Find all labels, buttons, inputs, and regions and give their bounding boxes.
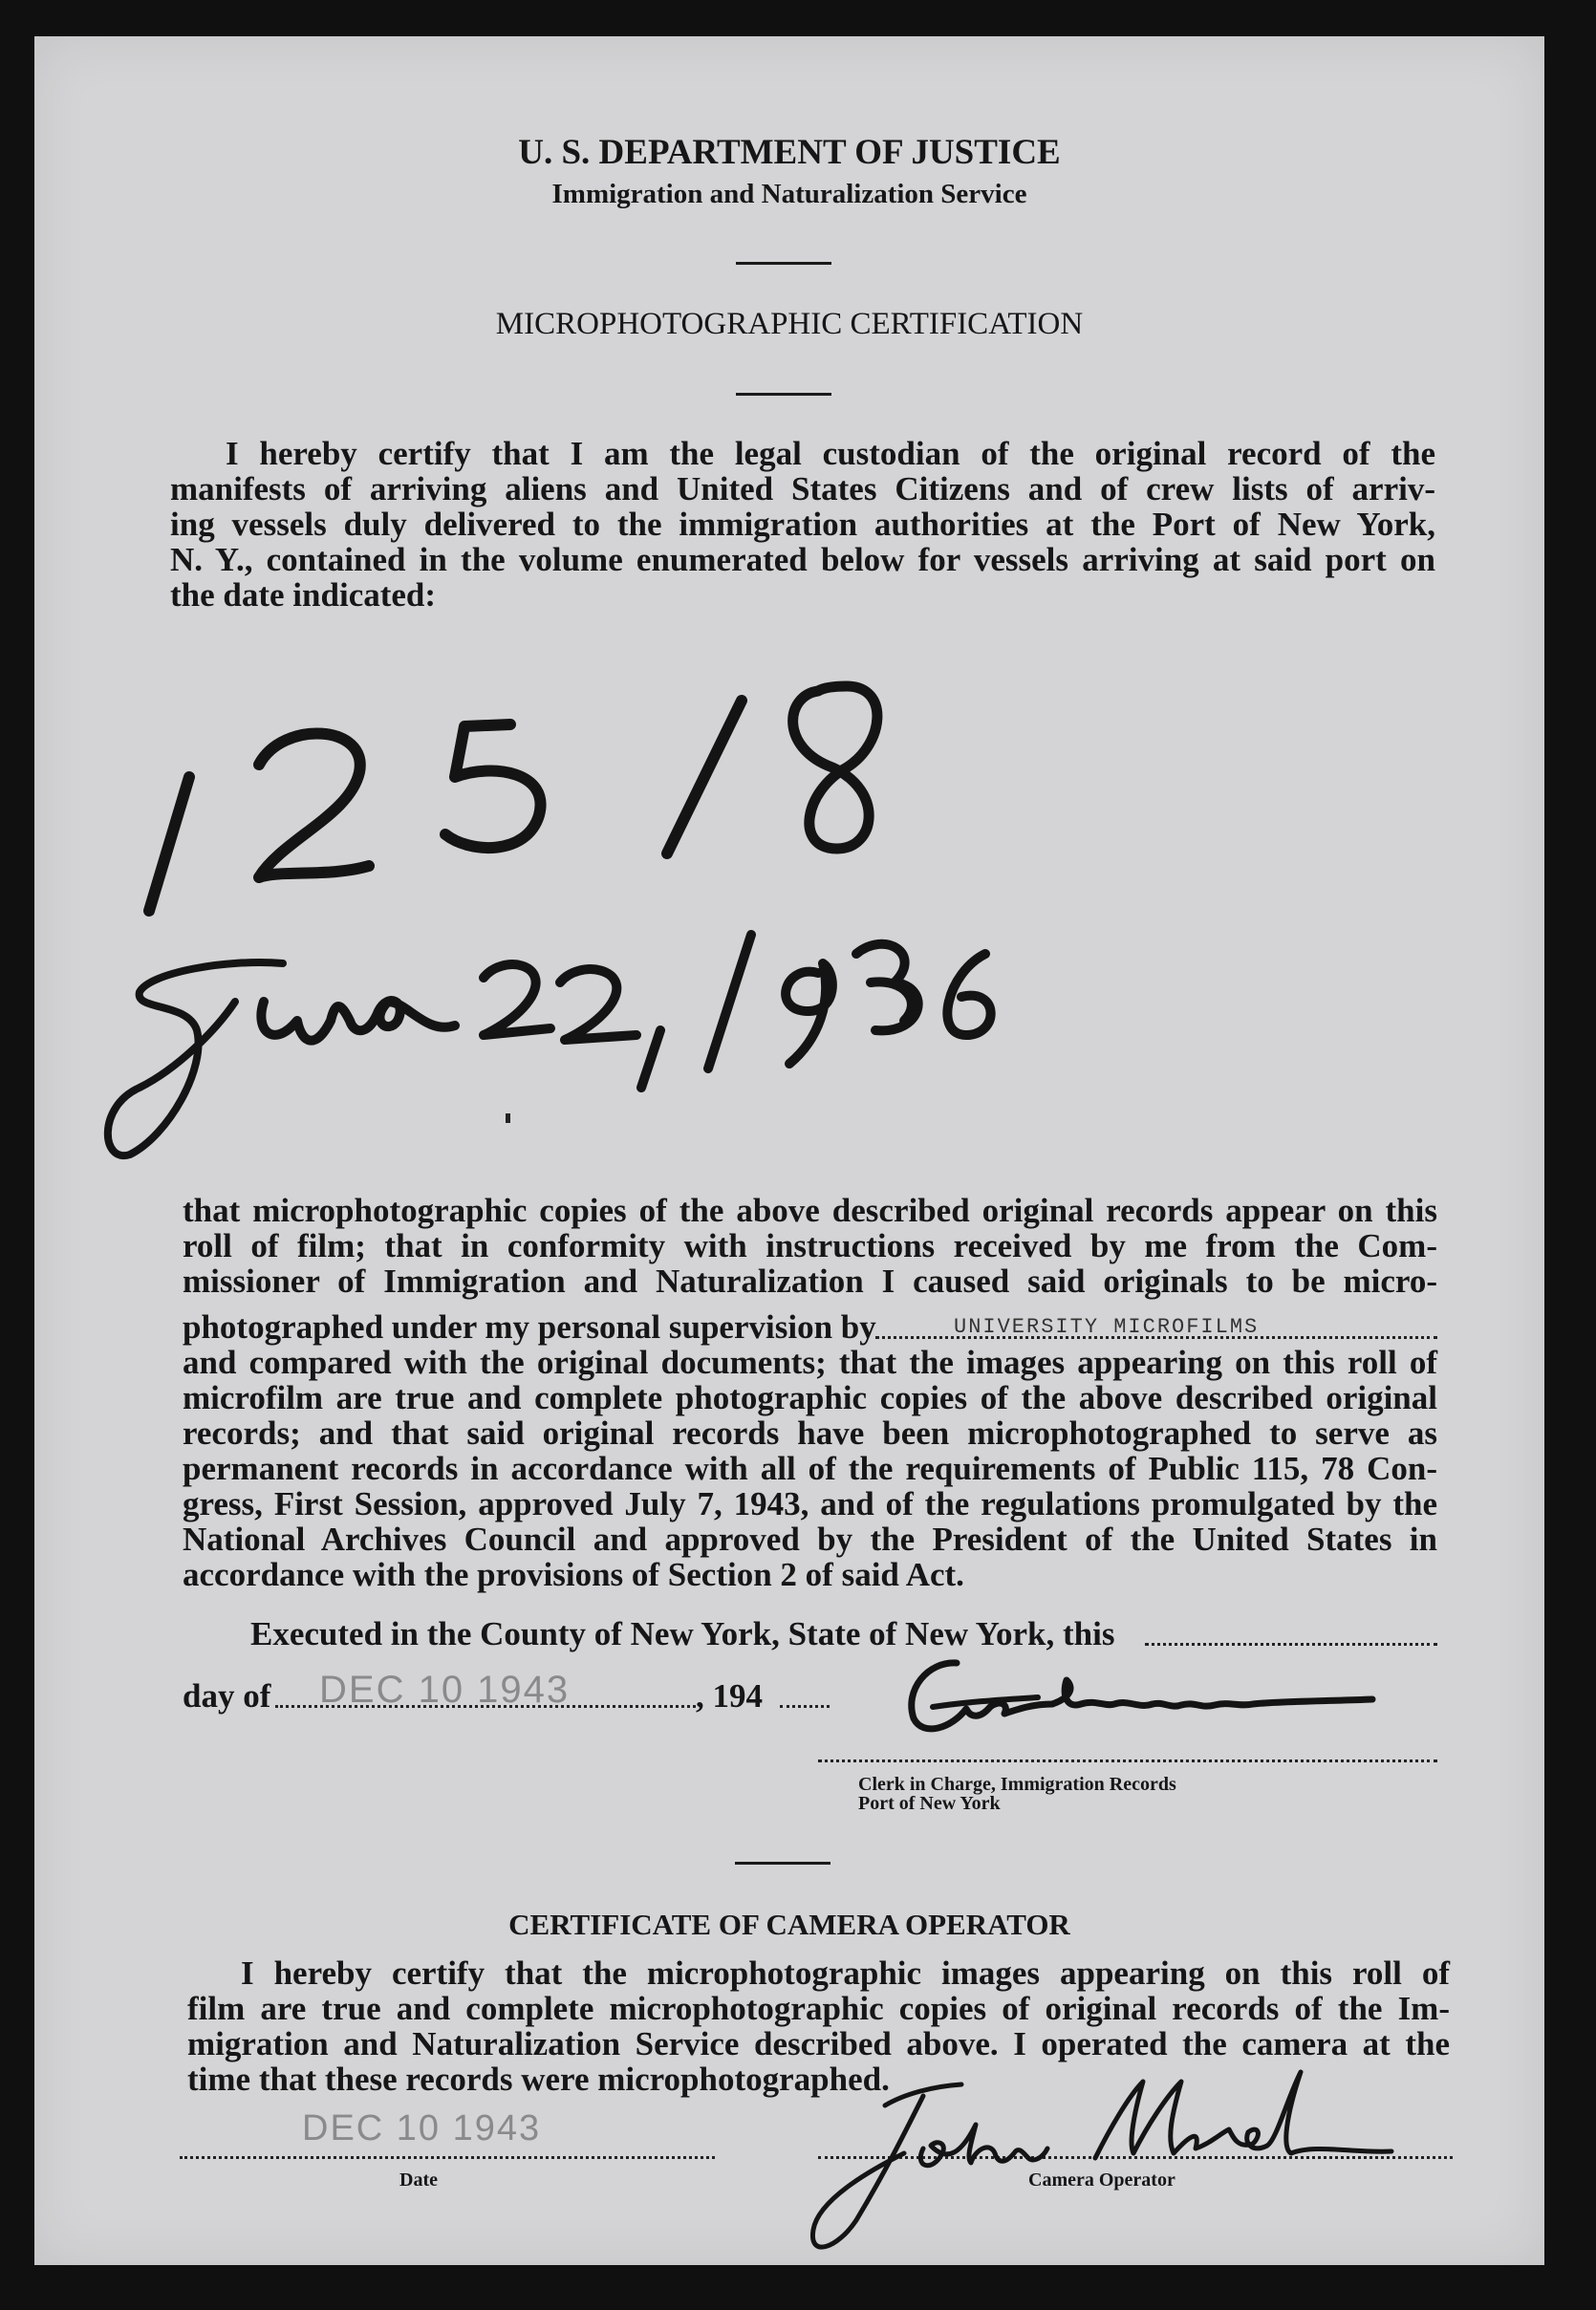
ink-mark xyxy=(506,1113,510,1123)
custodian-line: N. Y., contained in the volume enumerated below for vessels arriving at said port on xyxy=(170,541,1435,578)
body-line: gress, First Session, approved July 7, 1943, and of the regulations promulgated by the xyxy=(183,1485,1437,1522)
custodian-line: ing vessels duly delivered to the immigration authorities at the Port of New York, xyxy=(170,506,1435,543)
camera-operator-label: Camera Operator xyxy=(1028,2170,1175,2191)
handwritten-volume-date xyxy=(82,552,1497,1183)
camera-operator-title: CERTIFICATE OF CAMERA OPERATOR xyxy=(508,1908,1070,1941)
date-dotted-line xyxy=(180,2156,715,2159)
department-heading: U. S. DEPARTMENT OF JUSTICE xyxy=(518,133,1061,172)
certification-title: MICROPHOTOGRAPHIC CERTIFICATION xyxy=(495,307,1084,341)
body-line: roll of film; that in conformity with instructions received by me from the Com- xyxy=(183,1227,1437,1264)
camera-date-stamp: DEC 10 1943 xyxy=(302,2108,542,2148)
service-subheading: Immigration and Naturalization Service xyxy=(551,179,1027,209)
divider xyxy=(735,1862,830,1865)
executed-text: Executed in the County of New York, State of New York, this xyxy=(250,1615,1115,1652)
camera-operator-signature xyxy=(780,2058,1449,2268)
executed-day-dotted-line xyxy=(1145,1643,1437,1646)
day-of-label: day of xyxy=(183,1677,271,1715)
year-prefix: , 194 xyxy=(696,1677,763,1715)
camera-line: I hereby certify that the microphotographic images appearing on this roll of xyxy=(241,1954,1450,1992)
body-line: National Archives Council and approved by the President of the United States in xyxy=(183,1521,1437,1558)
certificate-page xyxy=(34,36,1544,2265)
body-line: permanent records in accordance with all of the requirements of Public 115, 78 Con- xyxy=(183,1450,1437,1487)
camera-line: time that these records were microphotographed. xyxy=(187,2061,890,2098)
divider xyxy=(736,393,831,396)
camera-line: migration and Naturalization Service described above. I operated the camera at the xyxy=(187,2025,1450,2062)
body-line: that microphotographic copies of the above described original records appear on this xyxy=(183,1192,1437,1229)
filmed-by-value: UNIVERSITY MICROFILMS xyxy=(954,1315,1260,1339)
date-label: Date xyxy=(399,2170,438,2191)
body-line: and compared with the original documents; that the images appearing on this roll of xyxy=(183,1344,1437,1381)
clerk-signature-line xyxy=(818,1759,1437,1762)
custodian-line: manifests of arriving aliens and United States Citizens and of crew lists of arriv- xyxy=(170,470,1435,507)
custodian-line: the date indicated: xyxy=(170,576,437,614)
custodian-line: I hereby certify that I am the legal custodian of the original record of the xyxy=(226,435,1435,472)
body-line: accordance with the provisions of Section 2 of said Act. xyxy=(183,1556,964,1593)
body-line: missioner of Immigration and Naturalization I caused said originals to be micro- xyxy=(183,1263,1437,1300)
year-dotted-line xyxy=(780,1705,830,1708)
divider xyxy=(736,262,831,265)
body-line: microfilm are true and complete photographic copies of the above described original xyxy=(183,1379,1437,1416)
clerk-title: Clerk in Charge, Immigration Records xyxy=(858,1774,1176,1795)
date-stamp: DEC 10 1943 xyxy=(319,1669,571,1711)
body-line: records; and that said original records have been microphotographed to serve as xyxy=(183,1414,1437,1452)
clerk-signature xyxy=(875,1652,1411,1747)
clerk-port: Port of New York xyxy=(858,1793,1001,1814)
body-line: photographed under my personal supervision by xyxy=(183,1308,876,1346)
camera-line: film are true and complete microphotographic copies of original records of the Im- xyxy=(187,1990,1450,2027)
